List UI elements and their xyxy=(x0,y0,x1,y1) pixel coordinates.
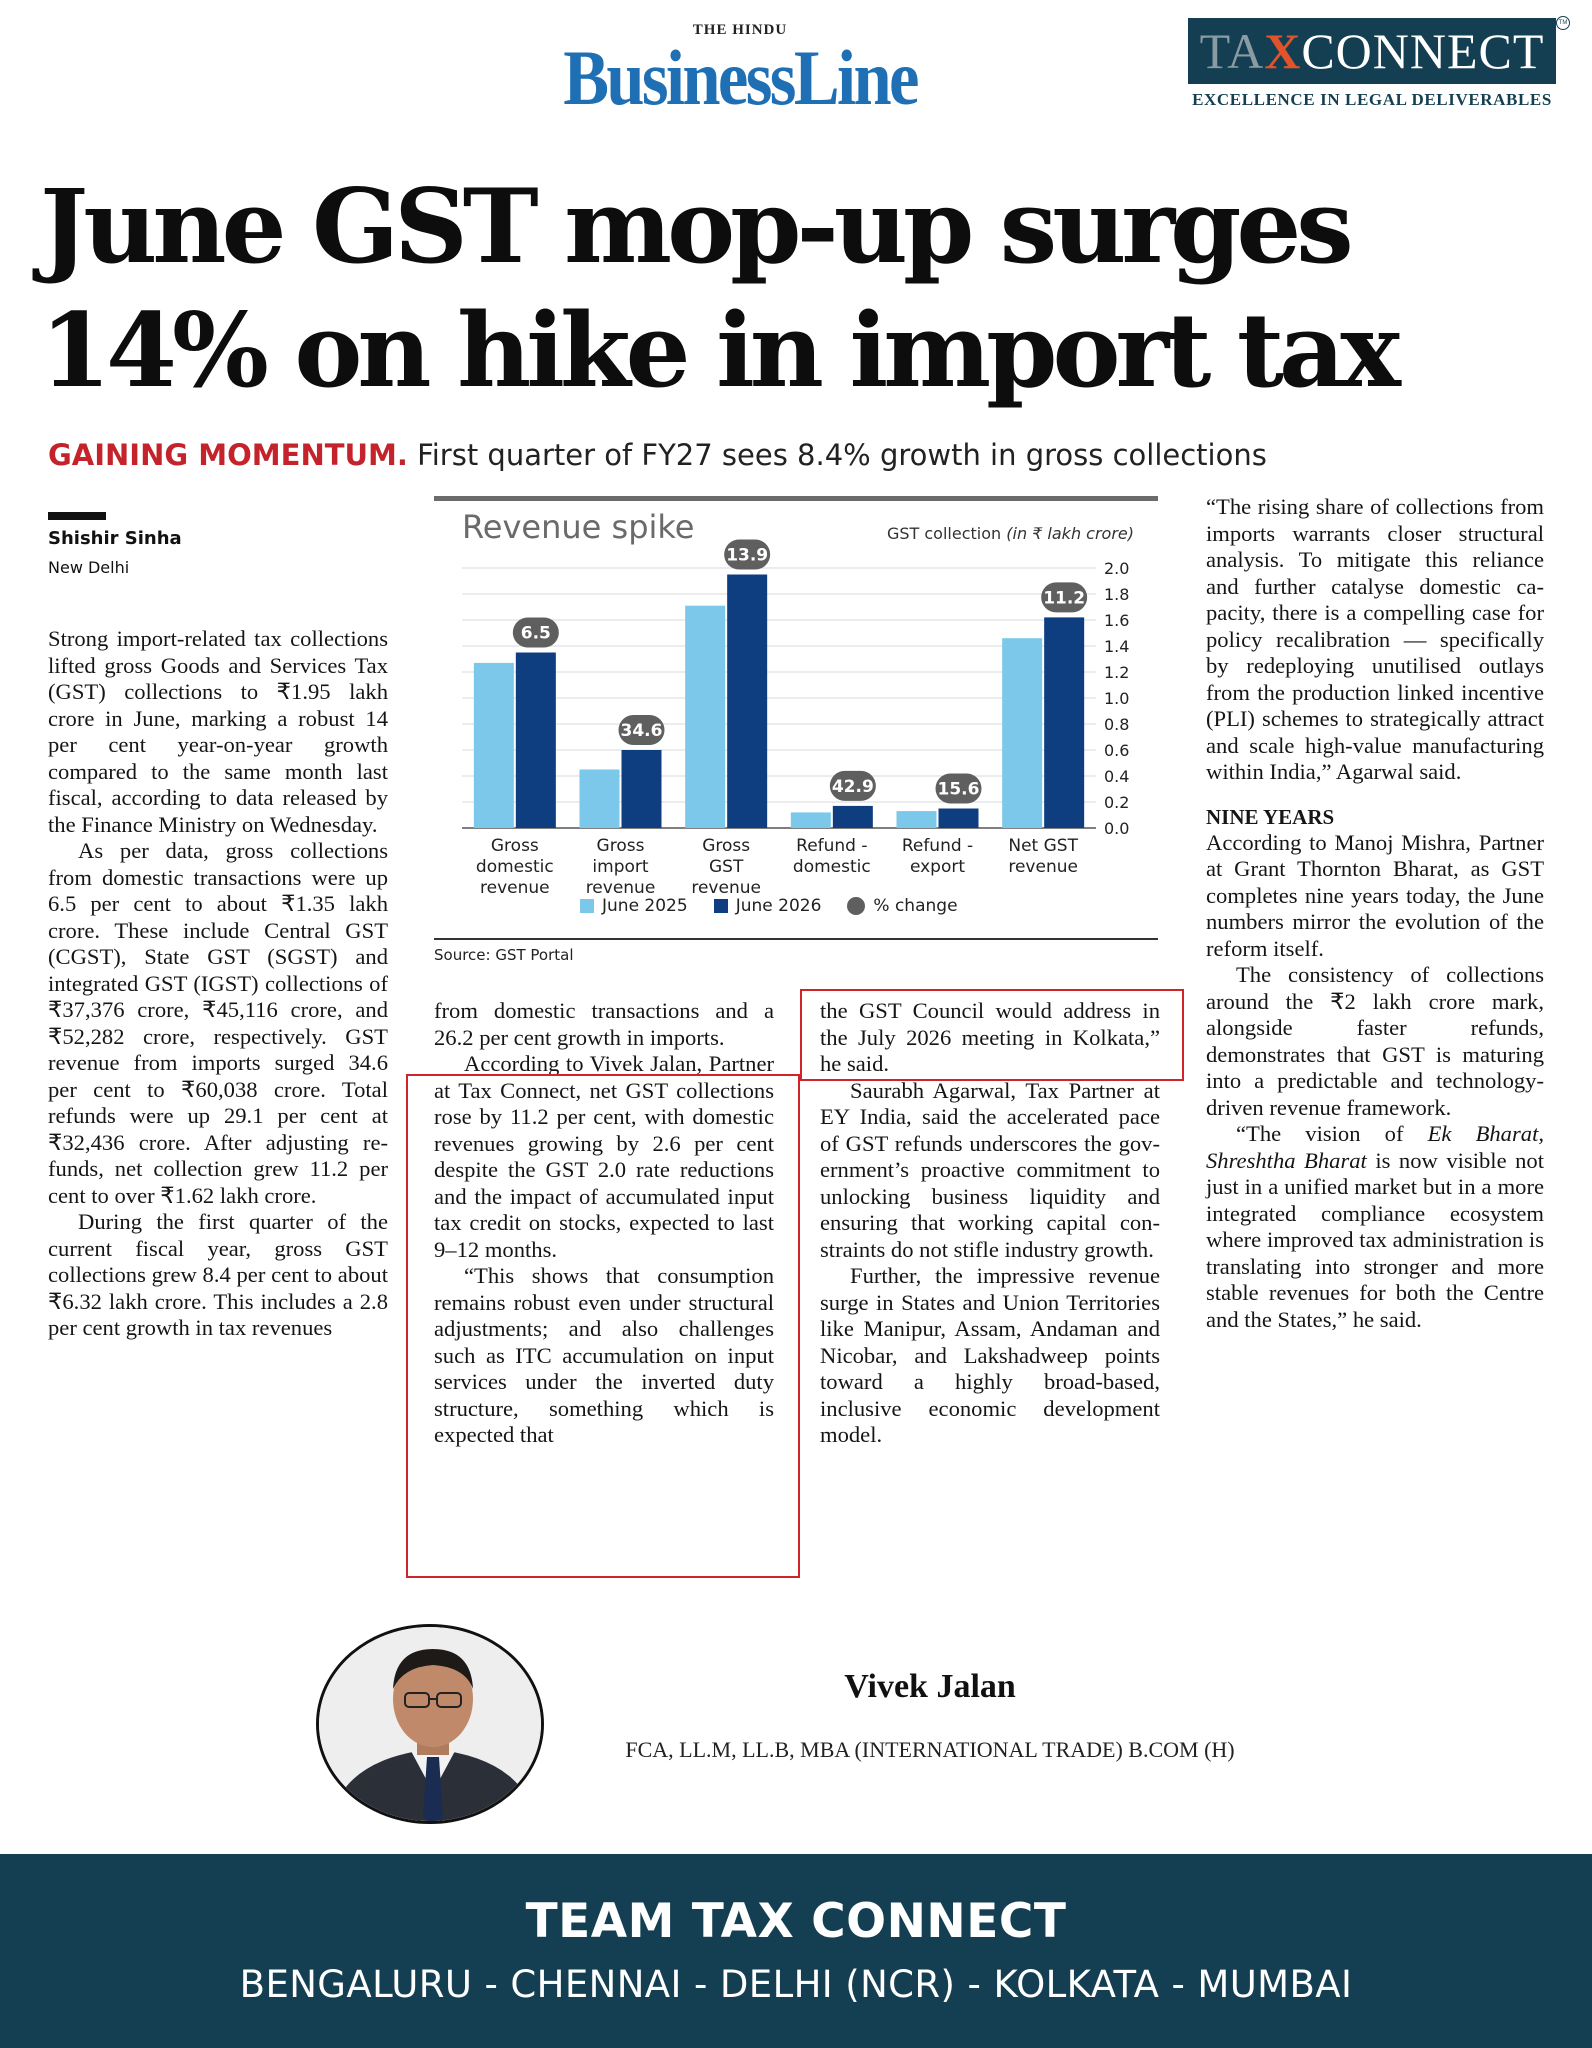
footer-team: TEAM TAX CONNECT xyxy=(525,1894,1067,1949)
tax-connect-logo xyxy=(1188,18,1568,110)
x-category-label: Gross xyxy=(702,836,751,856)
paragraph: As per data, gross collections from domestic transactions were up 6.5 per cent to about ₹1.35 lakh crore. These include Central GST (CGST), State GST (SGST) and integrated GST (IGST) collections of ₹37,376 crore, ₹45,116 crore, and ₹52,282 crore, respectively. GST revenue from imports surged 34.6 per cent to ₹60,038 crore. Total refunds were up 29.1 per cent at ₹32,436 crore. After adjusting refunds, net collection grew 11.2 per cent to over ₹1.62 lakh crore. xyxy=(48,838,388,1208)
article-column-1 xyxy=(48,626,388,1342)
y-tick-label: 1.4 xyxy=(1104,637,1130,656)
legend-swatch xyxy=(580,899,594,913)
paragraph: According to Manoj Mishra, Partner at Grant Thornton Bharat, as GST completes nine years today, the June numbers mirror the evolution of the reform itself. xyxy=(1206,829,1544,961)
chart-title: Revenue spike xyxy=(462,508,695,546)
profile-name: Vivek Jalan xyxy=(844,1668,1016,1705)
bar-june-2026 xyxy=(939,809,979,829)
legend-swatch xyxy=(847,897,865,915)
logo-connect: CONNECT xyxy=(1301,23,1545,79)
paragraph: “The rising share of collections from imports warrants closer structural analysis. To mitigate this reliance and further catalyse domestic capacity, there is a compelling case for policy recalibration — specifically by redeploying unutilised outlays from the production linked incentive (PLI) schemes to strategically attract and scale high-value manufacturing within India,” Agarwal said. xyxy=(1206,494,1544,784)
legend-item xyxy=(847,896,957,916)
quote-emphasis: Ek Bharat, Shreshtha Bharat xyxy=(1206,1121,1544,1173)
x-category-label: Gross xyxy=(596,836,645,856)
tax-connect-logo-box xyxy=(1188,18,1568,84)
footer-cities: BENGALURU - CHENNAI - DELHI (NCR) - KOLKATA - MUMBAI xyxy=(239,1963,1353,2006)
pct-change-label: 34.6 xyxy=(620,721,663,741)
x-category-label: import xyxy=(592,857,649,877)
highlight-box-quote-end xyxy=(800,989,1184,1081)
logo-x: X xyxy=(1264,23,1302,79)
businessline-logo xyxy=(530,22,950,122)
paragraph xyxy=(1206,1121,1544,1333)
paragraph: “This shows that consumption remains robust even under structural adjustments; and also challenges such as ITC accumulation on input services under the inverted duty structure, something which is expected that xyxy=(434,1263,774,1447)
legend-item xyxy=(580,896,688,916)
x-category-label: Gross xyxy=(490,836,539,856)
byline-rule xyxy=(48,512,106,520)
x-category-label: Refund - xyxy=(796,836,868,856)
bar-june-2025 xyxy=(580,770,620,829)
y-tick-label: 1.6 xyxy=(1104,611,1130,630)
revenue-chart xyxy=(434,496,1158,962)
y-tick-label: 0.0 xyxy=(1104,819,1130,838)
y-tick-label: 2.0 xyxy=(1104,559,1130,578)
y-tick-label: 0.8 xyxy=(1104,715,1130,734)
bar-june-2026 xyxy=(833,806,873,828)
x-category-label: Refund - xyxy=(901,836,974,856)
paragraph: During the first quarter of the current fiscal year, gross GST collections grew 8.4 per cent to about ₹6.32 lakh crore. This includes a 2.8 per cent growth in tax revenues xyxy=(48,1209,388,1340)
x-category-label: revenue xyxy=(585,878,656,896)
kicker-text: First quarter of FY27 sees 8.4% growth in gross collections xyxy=(417,438,1267,472)
footer-banner xyxy=(0,1854,1592,2048)
x-category-label: Net GST xyxy=(1008,836,1078,856)
bar-june-2025 xyxy=(1002,638,1042,828)
paragraph: Further, the impressive revenue surge in States and Union Territories like Manipur, Assam, Andaman and Nicobar, and Lakshadweep points toward a highly broad-based, inclusive economic development model. xyxy=(820,1263,1160,1447)
chart-source: Source: GST Portal xyxy=(434,946,574,964)
chart-subtitle-unit: (in ₹ lakh crore) xyxy=(1006,524,1134,543)
x-category-label: GST xyxy=(708,857,744,877)
article-column-4 xyxy=(1206,494,1544,1333)
legend-item xyxy=(714,896,822,916)
x-category-label: revenue xyxy=(1008,857,1078,877)
section-heading: NINE YEARS xyxy=(1206,804,1335,829)
legend-label: % change xyxy=(873,896,958,916)
bar-june-2026 xyxy=(622,750,662,828)
x-category-label: domestic xyxy=(475,857,554,877)
article-kicker xyxy=(48,438,1528,472)
pct-change-label: 15.6 xyxy=(937,779,980,800)
paragraph: Strong import-related tax collections lifted gross Goods and Services Tax (GST) collections to ₹1.95 lakh crore in June, marking a robust 14 per cent year-on-year growth compared to the same month last fiscal, according to data released by the Finance Ministry on Wednesday. xyxy=(48,626,388,837)
paragraph: According to Vivek Jalan, Partner at Tax Connect, net GST collections rose by 11.2 per cent, with domestic revenues growing by 2.6 per cent despite the GST 2.0 rate reductions and the impact of accumulated input tax credit on stocks, expected to last 9–12 months. xyxy=(434,1051,774,1262)
tax-connect-tagline: EXCELLENCE IN LEGAL DELIVERABLES xyxy=(1192,90,1552,109)
kicker-label: GAINING MOMENTUM. xyxy=(48,438,408,472)
bar-june-2026 xyxy=(727,575,767,829)
pct-change-label: 11.2 xyxy=(1043,588,1086,609)
paragraph: from domestic transactions and a 26.2 per cent growth in imports. xyxy=(434,998,774,1050)
the-hindu-label: THE HINDU xyxy=(692,22,788,38)
legend-swatch xyxy=(714,899,728,913)
bar-june-2025 xyxy=(897,811,937,828)
bar-june-2026 xyxy=(516,653,556,829)
quote-text: “The vision of xyxy=(1236,1121,1428,1146)
paragraph: Saurabh Agarwal, Tax Partner at EY India, said the accelerated pace of GST refunds underscores the government’s proactive commitment to unlocking business liquidity and ensuring that working capital constraints do not stifle industry growth. xyxy=(820,1077,1160,1262)
person-photo xyxy=(319,1627,544,1824)
paragraph: the GST Council would address in the July 2026 meeting in Kolkata,” he said. xyxy=(820,998,1160,1076)
author-name: Shishir Sinha xyxy=(48,528,182,549)
bar-june-2025 xyxy=(474,663,514,828)
highlight-box-quote xyxy=(406,1074,800,1578)
chart-plot xyxy=(434,496,1158,896)
y-tick-label: 1.2 xyxy=(1104,663,1130,682)
logo-ta: TA xyxy=(1199,23,1265,79)
chart-legend xyxy=(580,896,958,916)
x-category-label: export xyxy=(909,857,966,877)
pct-change-label: 42.9 xyxy=(831,776,874,797)
avatar xyxy=(316,1624,544,1824)
y-tick-label: 1.8 xyxy=(1104,585,1130,604)
businessline-wordmark: BusinessLine xyxy=(563,34,917,121)
pct-change-label: 6.5 xyxy=(520,623,551,644)
legend-label: June 2025 xyxy=(602,896,688,916)
y-tick-label: 0.4 xyxy=(1104,767,1130,786)
chart-bottom-rule xyxy=(434,938,1158,940)
x-category-label: domestic xyxy=(792,857,871,877)
legend-label: June 2026 xyxy=(735,896,822,916)
paragraph: The consistency of collections around the ₹2 lakh crore mark, alongside faster refunds, demonstrates that GST is maturing into a predictable and technology-driven revenue framework. xyxy=(1206,962,1544,1120)
y-tick-label: 1.0 xyxy=(1104,689,1130,708)
y-tick-label: 0.6 xyxy=(1104,741,1130,760)
bar-june-2026 xyxy=(1044,617,1084,828)
quote-text: is now visible not just in a unified market but in a more integrated compliance ecosystem where improved tax administration is translating into stronger and more stable revenues for both the Centre and the States,” he said. xyxy=(1206,1147,1544,1332)
x-category-label: revenue xyxy=(691,878,761,896)
profile-credentials: FCA, LL.M, LL.B, MBA (INTERNATIONAL TRADE) B.COM (H) xyxy=(625,1737,1235,1762)
trademark-icon: TM xyxy=(1556,16,1570,30)
headline-line-2: 14% on hike in import tax xyxy=(40,291,1396,411)
dateline: New Delhi xyxy=(48,558,130,577)
bar-june-2025 xyxy=(791,812,831,828)
tax-connect-wordmark xyxy=(1200,22,1545,80)
bar-june-2025 xyxy=(685,606,725,828)
headline-line-1: June GST mop-up surges xyxy=(40,167,1349,287)
y-tick-label: 0.2 xyxy=(1104,793,1130,812)
chart-subtitle-main: GST collection xyxy=(886,524,1002,543)
x-category-label: revenue xyxy=(480,878,550,896)
article-headline xyxy=(40,165,1490,413)
pct-change-label: 13.9 xyxy=(726,545,769,566)
